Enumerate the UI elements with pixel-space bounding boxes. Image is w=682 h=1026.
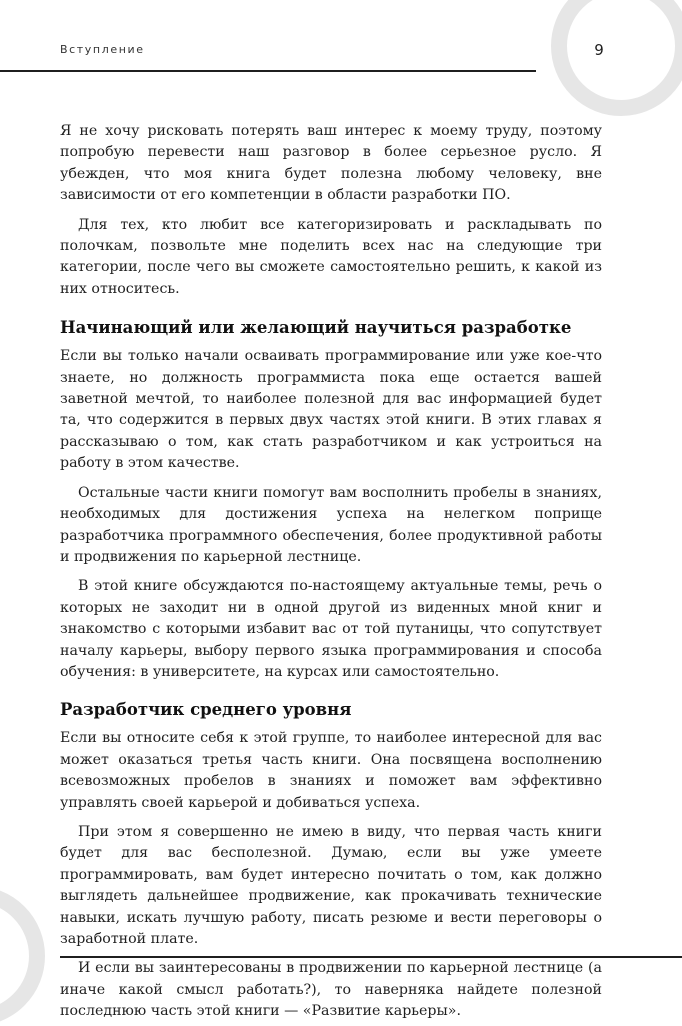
intro-paragraph-2: Для тех, кто любит все категоризировать и раскладывать по полочкам, позвольте мне поделить всех нас на следующие три категории, после чего вы сможете самостоятельно решить, к какой из них относитесь. — [60, 216, 602, 297]
decorative-circle-bottom — [0, 886, 45, 1026]
section-heading-beginner: Начинающий или желающий научиться разработке — [60, 318, 572, 338]
decorative-circle-top — [551, 0, 682, 116]
middle-paragraph-2: При этом я совершенно не имею в виду, что первая часть книги будет для вас бесполезной. Думаю, если вы уже умеете программировать, вам будет интересно почитать о том, как должно выглядеть дальнейшее продвижение, как прокачивать технические навыки, искать лучшую работу, писать резюме и вести переговоры о заработной плате. — [60, 823, 602, 947]
running-head: Вступление — [60, 43, 145, 56]
section-heading-middle: Разработчик среднего уровня — [60, 700, 352, 720]
beginner-paragraph-2: Остальные части книги помогут вам восполнить пробелы в знаниях, необходимых для достижения успеха на нелегком поприще разработчика программного обеспечения, более продуктивной работы и продвижения по карьерной лестнице. — [60, 484, 602, 565]
footer-rule — [60, 956, 682, 958]
middle-paragraph-1: Если вы относите себя к этой группе, то наиболее интересной для вас может оказаться третья часть книги. Она посвящена восполнению всевозможных пробелов в знаниях и поможет вам эффективно управлять своей карьерой и добиваться успеха. — [60, 730, 602, 811]
page-body — [60, 121, 602, 1023]
beginner-paragraph-1: Если вы только начали осваивать программирование или уже кое-что знаете, но должность программиста пока еще остается вашей заветной мечтой, то наиболее полезной для вас информацией будет та, что содержится в первых двух частях этой книги. В этих главах я рассказываю о том, как стать разработчиком и как устроиться на работу в этом качестве. — [60, 348, 602, 472]
header-rule — [0, 70, 536, 72]
page-number: 9 — [594, 41, 604, 59]
intro-paragraph-1: Я не хочу рисковать потерять ваш интерес к моему труду, поэтому попробую перевести наш разговор в более серьезное русло. Я убежден, что моя книга будет полезна любому человеку, вне зависимости от его компетенции в области разработки ПО. — [60, 123, 602, 204]
middle-paragraph-3: И если вы заинтересованы в продвижении по карьерной лестнице (а иначе какой смысл работать?), то наверняка найдете полезной последнюю часть этой книги — «Развитие карьеры». — [60, 960, 602, 1020]
beginner-paragraph-3: В этой книге обсуждаются по-настоящему актуальные темы, речь о которых не заходит ни в одной другой из виденных мной книг и знакомство с которыми избавит вас от той путаницы, что сопутствует началу карьеры, выбору первого языка программирования и способа обучения: в университете, на курсах или самостоятельно. — [60, 578, 602, 680]
